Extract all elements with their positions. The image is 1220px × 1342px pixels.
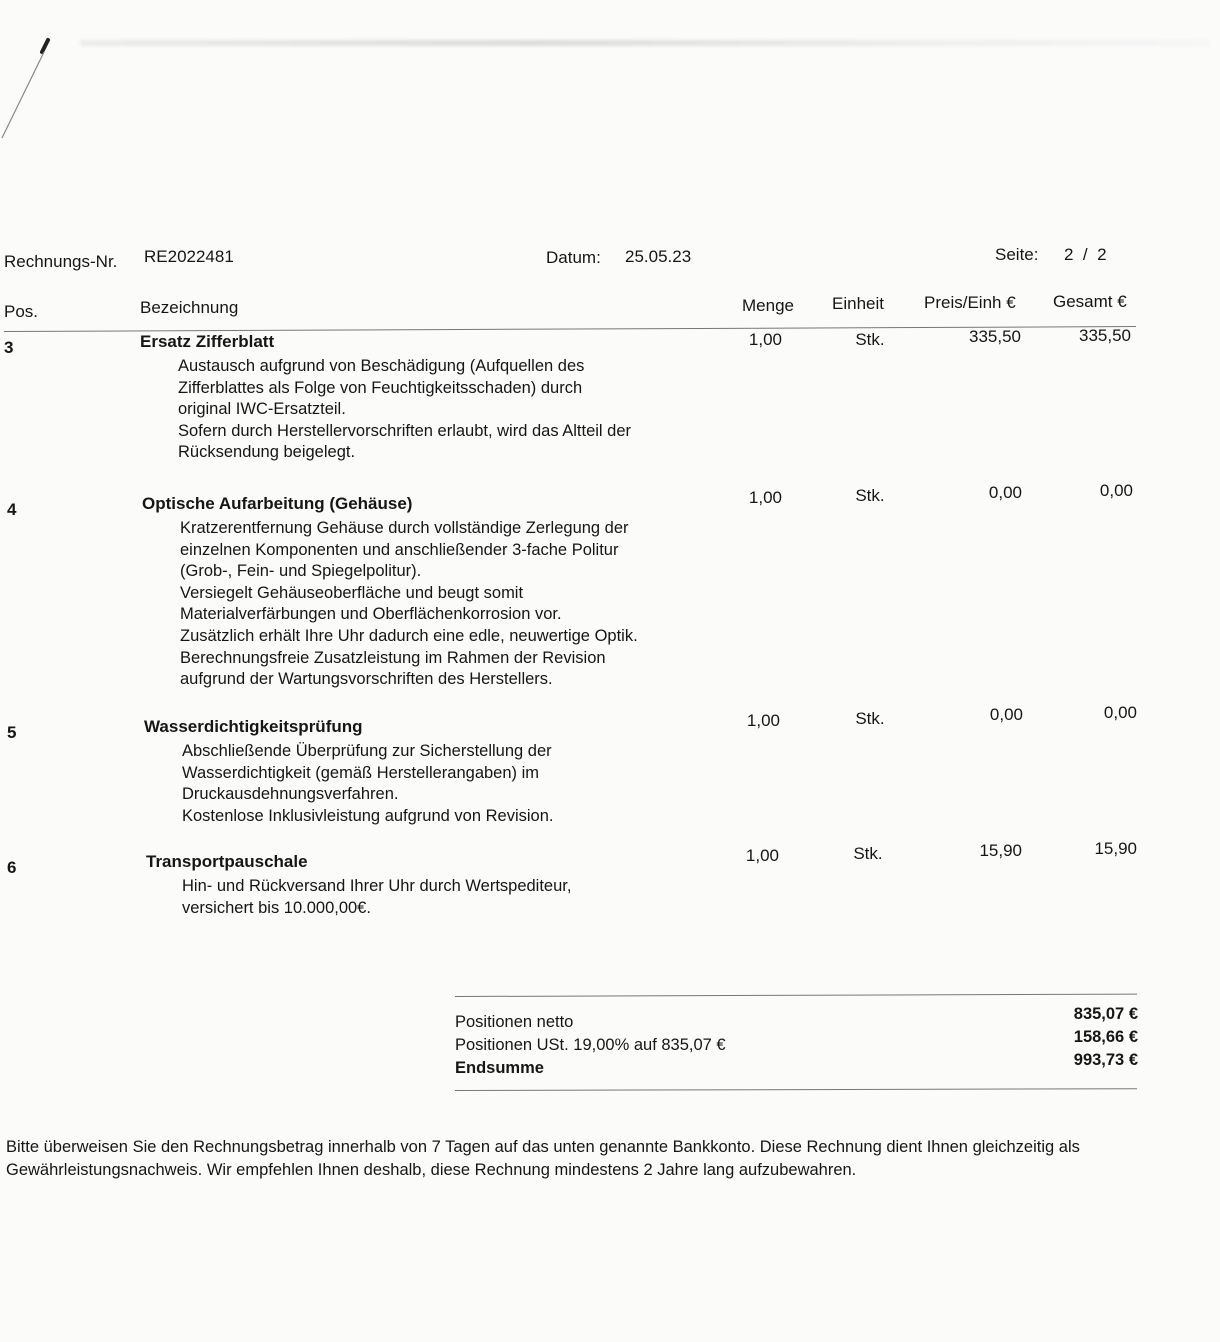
item-unit-price: 0,00 (988, 483, 1022, 502)
item-description-line: Zusätzlich erhält Ihre Uhr dadurch eine edle, neuwertige Optik. (180, 627, 638, 645)
col-header-pos: Pos. (4, 302, 39, 321)
item-unit: Stk. (855, 709, 885, 728)
item-unit-price: 0,00 (989, 705, 1023, 724)
invoice-number: RE2022481 (144, 247, 234, 266)
item-description-line: Zifferblattes als Folge von Feuchtigkeitsschaden) durch (178, 378, 583, 397)
item-description-line: Materialverfärbungen und Oberflächenkorrosion vor. (180, 605, 562, 624)
col-header-quantity: Menge (742, 296, 794, 315)
col-header-total: Gesamt € (1053, 292, 1127, 311)
item-pos: 5 (7, 723, 17, 742)
item-description-line: Hin- und Rückversand Ihrer Uhr durch Wertspediteur, (182, 877, 572, 895)
col-header-unit-price: Preis/Einh € (924, 293, 1016, 312)
item-description-line: Rücksendung beigelegt. (178, 443, 356, 462)
summary-net-value: 835,07 € (1073, 1005, 1138, 1023)
item-title: Optische Aufarbeitung (Gehäuse) (142, 494, 413, 513)
item-description-line: Austausch aufgrund von Beschädigung (Aufquellen des (178, 357, 585, 375)
item-description-line: aufgrund der Wartungsvorschriften des Herstellers. (180, 670, 553, 689)
item-description-line: Abschließende Überprüfung zur Sicherstellung der (182, 742, 552, 760)
item-quantity: 1,00 (748, 488, 782, 507)
item-total: 15,90 (1094, 839, 1137, 858)
page-label: Seite: (995, 245, 1039, 264)
item-description-line: Sofern durch Herstellervorschriften erlaubt, wird das Altteil der (178, 421, 632, 440)
item-pos: 4 (7, 500, 17, 519)
item-description-line: Versiegelt Gehäuseoberfläche und beugt somit (180, 583, 524, 602)
col-header-unit: Einheit (832, 294, 884, 313)
item-title: Transportpauschale (146, 852, 308, 871)
invoice-number-label: Rechnungs-Nr. (4, 252, 118, 271)
item-pos: 6 (7, 858, 17, 877)
item-description-line: Kostenlose Inklusivleistung aufgrund von Revision. (182, 806, 554, 825)
item-description-line: Kratzerentfernung Gehäuse durch vollständige Zerlegung der (180, 519, 629, 537)
item-description-line: Wasserdichtigkeit (gemäß Herstellerangaben) im (182, 763, 540, 782)
col-header-description: Bezeichnung (140, 298, 239, 317)
item-description-line: einzelnen Komponenten und anschließender 3-fache Politur (180, 540, 619, 559)
summary-net-label: Positionen netto (455, 1013, 574, 1031)
invoice-date: 25.05.23 (625, 247, 692, 266)
summary-total-label: Endsumme (455, 1059, 544, 1077)
item-description-line: versichert bis 10.000,00€. (182, 898, 371, 917)
invoice-date-label: Datum: (546, 248, 601, 267)
summary-total-value: 993,73 € (1073, 1051, 1138, 1069)
item-unit: Stk. (853, 844, 883, 863)
item-unit: Stk. (855, 330, 885, 349)
summary-top-rule (455, 994, 1137, 997)
item-pos: 3 (4, 338, 14, 357)
summary-vat-value: 158,66 € (1073, 1028, 1138, 1046)
item-description-line: original IWC-Ersatzteil. (178, 400, 346, 419)
item-total: 335,50 (1079, 326, 1131, 345)
scan-pen-mark (0, 30, 60, 140)
item-title: Ersatz Zifferblatt (140, 332, 275, 351)
item-unit-price: 335,50 (969, 327, 1021, 346)
payment-notice: Bitte überweisen Sie den Rechnungsbetrag innerhalb von 7 Tagen auf das unten genannte Bankkonto. Diese Rechnung dient Ihnen gleichzeitig als Gewährleistungsnachweis. Wir empfehlen Ihnen deshalb, diese Rechnung mindestens 2 Jahre lang aufzubewahren. (6, 1138, 1080, 1179)
item-quantity: 1,00 (746, 711, 780, 730)
item-description-line: (Grob-, Fein- und Spiegelpolitur). (180, 562, 422, 581)
summary-bottom-rule (455, 1088, 1137, 1091)
item-total: 0,00 (1103, 703, 1137, 722)
item-description-line: Druckausdehnungsverfahren. (182, 785, 399, 804)
item-total: 0,00 (1099, 481, 1133, 500)
item-description-line: Berechnungsfreie Zusatzleistung im Rahmen der Revision (180, 648, 606, 667)
scan-smudge (80, 40, 1210, 46)
item-unit-price: 15,90 (979, 841, 1022, 860)
item-unit: Stk. (855, 486, 885, 505)
item-quantity: 1,00 (745, 846, 779, 865)
item-quantity: 1,00 (748, 330, 782, 349)
page-number: 2 / 2 (1064, 245, 1107, 264)
summary-vat-label: Positionen USt. 19,00% auf 835,07 € (455, 1036, 726, 1054)
item-title: Wasserdichtigkeitsprüfung (144, 717, 363, 736)
